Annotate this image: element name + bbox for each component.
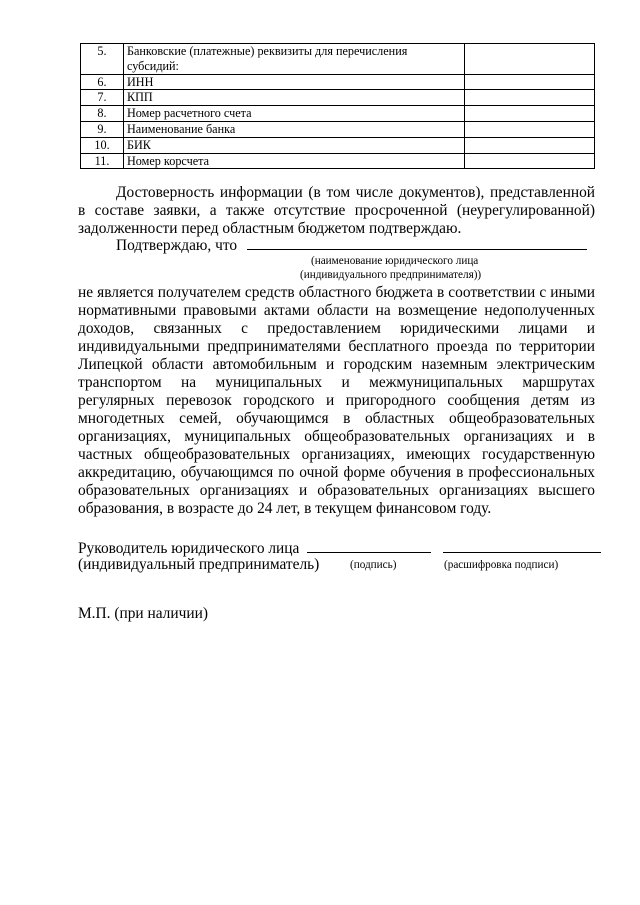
confirm-lead: Подтверждаю, что — [116, 237, 238, 254]
row-label: ИНН — [124, 74, 465, 90]
row-number: 9. — [81, 121, 124, 137]
row-value-field[interactable] — [465, 137, 595, 153]
table-row — [81, 44, 595, 75]
requisites-table — [80, 43, 595, 169]
legal-entity-name-field[interactable] — [247, 235, 587, 250]
row-label: Банковские (платежные) реквизиты для перечисления субсидий: — [124, 44, 465, 75]
row-value-field[interactable] — [465, 121, 595, 137]
reliability-paragraph: Достоверность информации (в том числе документов), представленной в составе заявки, а также отсутствие просроченной (неурегулированной) задолженности перед областным бюджетом подтверждаю. — [78, 184, 595, 237]
table-row — [81, 153, 595, 169]
table-row — [81, 74, 595, 90]
table-row — [81, 90, 595, 106]
row-label: Номер корсчета — [124, 153, 465, 169]
table-row — [81, 137, 595, 153]
signature-field[interactable] — [307, 538, 431, 553]
row-value-field[interactable] — [465, 74, 595, 90]
row-value-field[interactable] — [465, 153, 595, 169]
main-paragraph: не является получателем средств областного бюджета в соответствии с иными нормативными правовыми актами области на возмещение недополученных доходов, связанных с предоставлением юридическими лицами и индивидуальными предпринимателями бесплатного проезда по территории Липецкой области автомобильным и городским наземным электрическим транспортом на муниципальных и межмуниципальных маршрутах регулярных перевозок городского и пригородного сообщения детям из многодетных семей, обучающимся в областных общеобразовательных организациях, муниципальных общеобразовательных организациях и в частных общеобразовательных организациях, имеющих государственную аккредитацию, обучающимся по очной форме обучения в профессиональных образовательных организациях и образовательных организациях высшего образования, в возрасте до 24 лет, в текущем финансовом году. — [78, 284, 595, 517]
row-number: 7. — [81, 90, 124, 106]
row-label: КПП — [124, 90, 465, 106]
row-label: Номер расчетного счета — [124, 106, 465, 122]
confirm-line — [116, 235, 587, 255]
row-number: 6. — [81, 74, 124, 90]
table-row — [81, 106, 595, 122]
row-number: 8. — [81, 106, 124, 122]
confirm-caption-2: (индивидуального предпринимателя)) — [300, 269, 482, 281]
row-label: Наименование банка — [124, 121, 465, 137]
signature-line — [78, 538, 601, 558]
signature-role-line1: Руководитель юридического лица — [78, 540, 300, 557]
signature-caption: (подпись) — [350, 559, 397, 571]
stamp-label: М.П. (при наличии) — [78, 605, 208, 622]
signature-decode-field[interactable] — [443, 538, 601, 553]
row-value-field[interactable] — [465, 106, 595, 122]
row-number: 5. — [81, 44, 124, 75]
row-value-field[interactable] — [465, 44, 595, 75]
confirm-caption-1: (наименование юридического лица — [311, 255, 479, 267]
signature-role-line2: (индивидуальный предприниматель) — [78, 556, 320, 573]
row-number: 11. — [81, 153, 124, 169]
decode-caption: (расшифровка подписи) — [444, 559, 559, 571]
row-label: БИК — [124, 137, 465, 153]
row-number: 10. — [81, 137, 124, 153]
row-value-field[interactable] — [465, 90, 595, 106]
table-row — [81, 121, 595, 137]
